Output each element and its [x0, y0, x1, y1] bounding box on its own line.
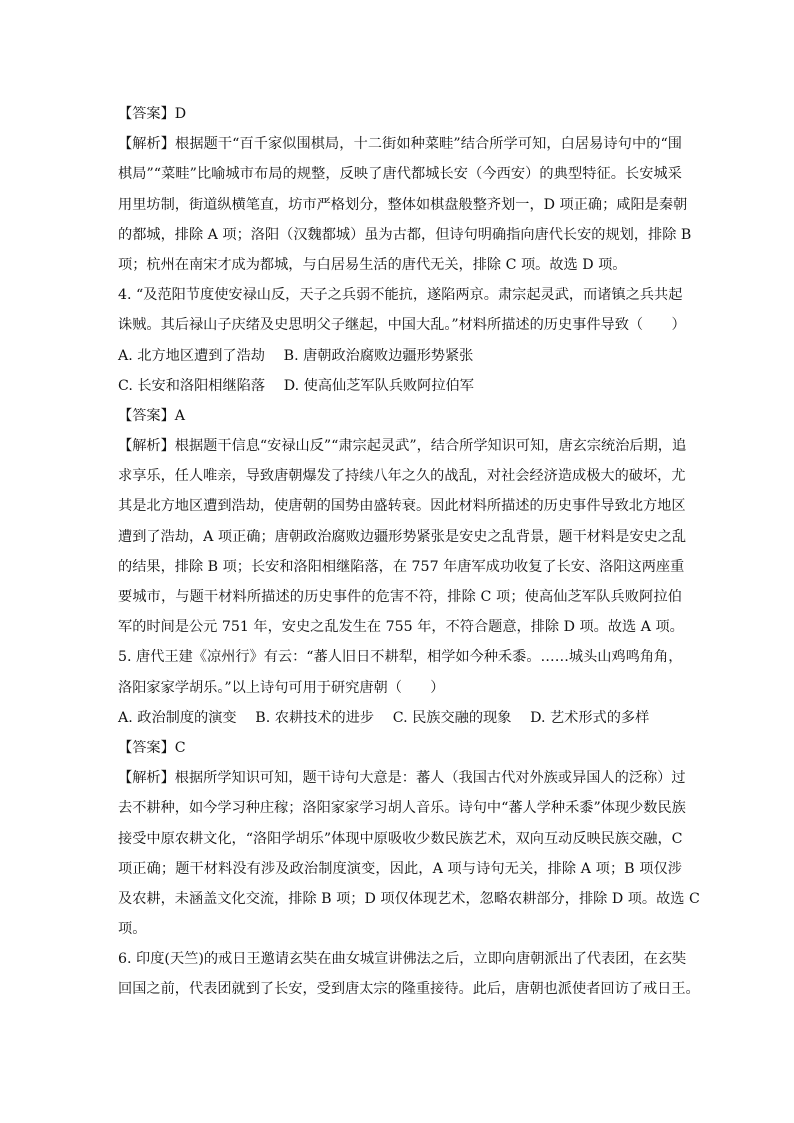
analysis-line: 遭到了浩劫，A 项正确；唐朝政治腐败边疆形势紧张是安史之乱背景，题干材料是安史之乱: [118, 528, 687, 545]
analysis-line: 要城市，与题干材料所描述的历史事件的危害不符，排除 C 项；使高仙芝军队兵败阿拉伯: [118, 589, 682, 605]
analysis-line: 项。: [118, 921, 147, 938]
answer-line: 【答案】C: [118, 739, 186, 756]
question-line: 4. “及范阳节度使安禄山反，天子之兵弱不能抗，遂陷两京。肃宗起灵武，而诸镇之兵共起: [118, 287, 683, 304]
analysis-line: 【解析】根据所学知识可知，题干诗句大意是：蕃人（我国古代对外族或异国人的泛称）过: [118, 770, 686, 787]
analysis-line: 项正确；题干材料没有涉及政治制度演变，因此，A 项与诗句无关，排除 A 项；B 项仅涉: [118, 860, 682, 877]
analysis-line: 【解析】根据题干信息“安禄山反”“肃宗起灵武”，结合所学知识可知，唐玄宗统治后期，追: [118, 438, 687, 455]
analysis-line: 求享乐，任人唯亲，导致唐朝爆发了持续八年之久的战乱，对社会经济造成极大的破坏，尤: [118, 468, 686, 485]
answer-line: 【答案】A: [118, 407, 185, 424]
option-line: A. 政治制度的演变 B. 农耕技术的进步 C. 民族交融的现象 D. 艺术形式的多样: [118, 709, 650, 726]
document-page: [118, 99, 700, 1005]
analysis-line: 项；杭州在南宋才成为都城，与白居易生活的唐代无关，排除 C 项。故选 D 项。: [118, 256, 627, 273]
analysis-line: 及农耕，未涵盖文化交流，排除 B 项；D 项仅体现艺术，忽略农耕部分，排除 D 项。故选 C: [118, 890, 700, 907]
question-line: 5. 唐代王建《凉州行》有云：“蕃人旧日不耕犁，相学如今种禾黍。……城头山鸡鸣角角，: [118, 649, 683, 666]
analysis-line: 军的时间是公元 751 年，安史之乱发生在 755 年，不符合题意，排除 D 项。故选 A 项。: [118, 619, 684, 636]
question-line: 回国之前，代表团就到了长安，受到唐太宗的隆重接待。此后，唐朝也派使者回访了戒日王。: [118, 981, 700, 998]
analysis-line: 其是北方地区遭到浩劫，使唐朝的国势由盛转衰。因此材料所描述的历史事件导致北方地区: [118, 498, 686, 515]
option-line: C. 长安和洛阳相继陷落 D. 使高仙芝军队兵败阿拉伯军: [118, 377, 474, 394]
analysis-line: 棋局”“菜畦”比喻城市布局的规整，反映了唐代都城长安（今西安）的典型特征。长安城采: [118, 166, 682, 183]
option-line: A. 北方地区遭到了浩劫 B. 唐朝政治腐败边疆形势紧张: [118, 347, 474, 364]
question-line: 洛阳家家学胡乐。”以上诗句可用于研究唐朝（ ）: [118, 679, 445, 696]
question-line: 6. 印度(天竺)的戒日王邀请玄奘在曲女城宣讲佛法之后，立即向唐朝派出了代表团，在玄奘: [118, 951, 687, 968]
analysis-line: 接受中原农耕文化，“洛阳学胡乐”体现中原吸收少数民族艺术，双向互动反映民族交融，C: [118, 830, 683, 847]
analysis-line: 去不耕种，如今学习种庄稼；洛阳家家学习胡人音乐。诗句中“蕃人学种禾黍”体现少数民族: [118, 800, 686, 817]
analysis-line: 的结果，排除 B 项；长安和洛阳相继陷落，在 757 年唐军成功收复了长安、洛阳这两座重: [118, 558, 685, 575]
analysis-line: 的都城，排除 A 项；洛阳（汉魏都城）虽为古都，但诗句明确指向唐代长安的规划，排除 B: [118, 226, 692, 243]
answer-line: 【答案】D: [118, 106, 187, 122]
analysis-line: 用里坊制，街道纵横笔直，坊市严格划分，整体如棋盘般整齐划一，D 项正确；咸阳是秦朝: [118, 196, 688, 213]
question-line: 诛贼。其后禄山子庆绪及史思明父子继起，中国大乱。”材料所描述的历史事件导致（ ）: [118, 317, 686, 334]
analysis-line: 【解析】根据题干“百千家似围棋局，十二街如种菜畦”结合所学可知，白居易诗句中的“围: [118, 136, 682, 153]
